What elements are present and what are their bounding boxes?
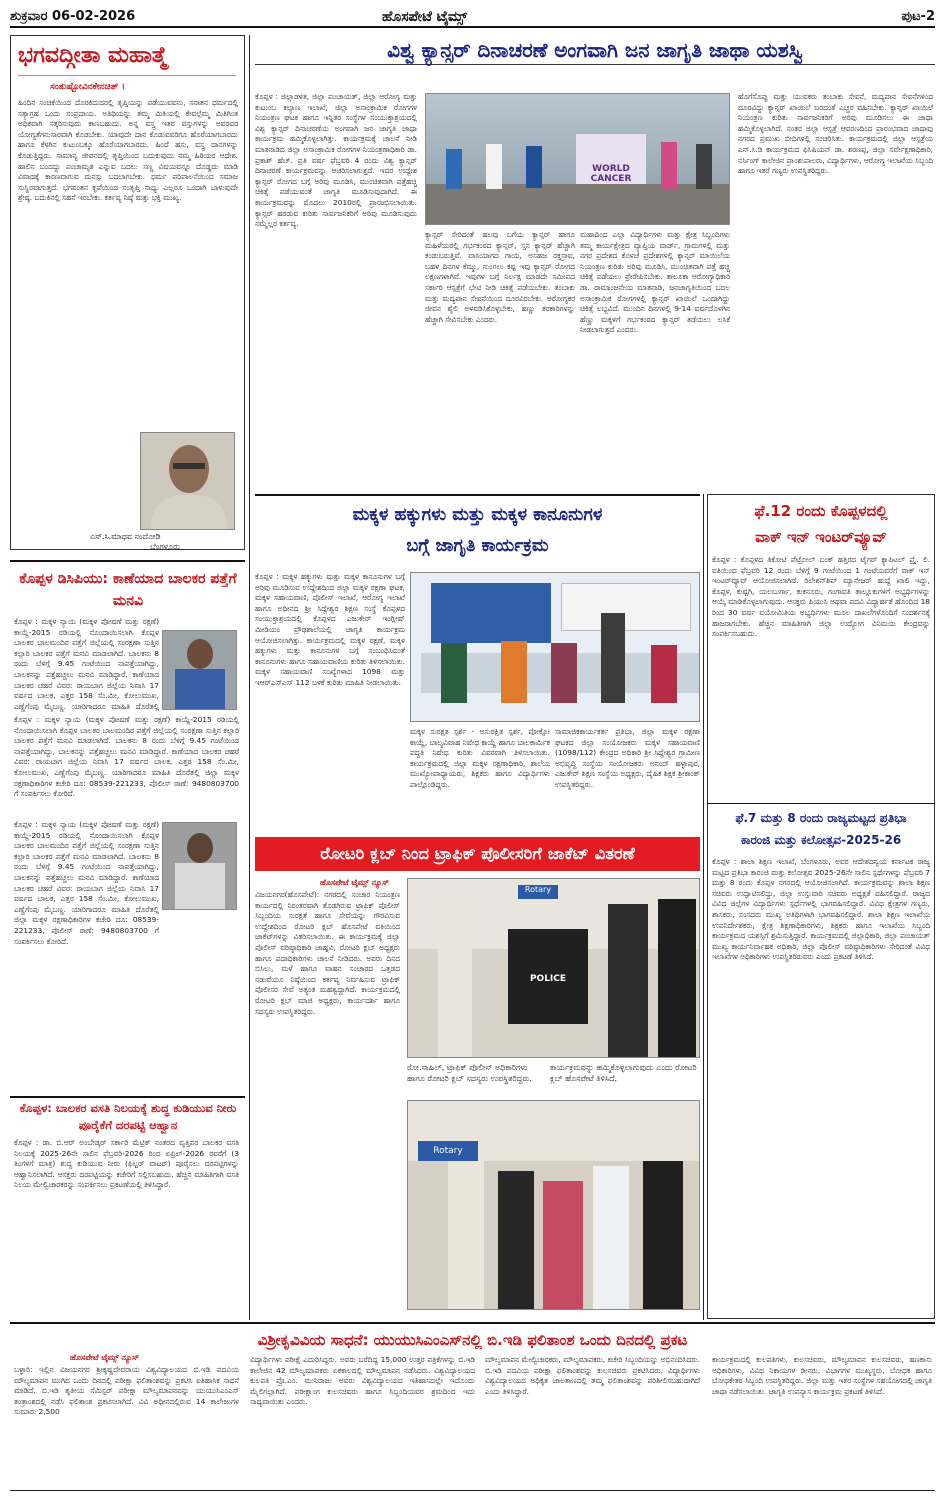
missing-boy-body-1: ಕೊಪ್ಪಳ : ಮಕ್ಕಳ ನ್ಯಾಯ (ಮಕ್ಕಳ ಪೋಷಣೆ ಮತ್ತು ರಕ್ಷಣೆ) ಕಾಯ್ದೆ-2015 ರಡಿಯಲ್ಲಿ ನೊಂದಾಯಿಸಲಾಗಿ ಕೊಪ್ಪಳ ಬಾಲಕರ ಬಾಲಮಂದಿರ ಪತ್ತೆಗೆ ಜಿಲ್ಲೆಯಲ್ಲಿ ಸಂರಕ್ಷಣಾ ಸುತ್ತಿನ ಕಲ್ಲಾರಿ ಬಾಲಕರ ಪತ್ತೆಗೆ ಮನವಿ ಮಾಡಲಾಗಿದೆ. ಬಾಲಕನು 8 ರಂದು ಬೆಳಿಗ್ಗೆ 9.45 ಗಂಟೆಯಿಂದ ನಾಪತ್ತೆಯಾಗಿದ್ದು, ಬಾಲಕನನ್ನು ಪತ್ತೆಹಚ್ಚಲು ಮನವಿ ಮಾಡಿದ್ದಾರೆ. ಕಾಣೆಯಾದ ಬಾಲಕರ ಚಹರೆ ವಿವರ: ರಾಯಬಾಗ ಜಿಲ್ಲೆಯ ನಿವಾಸಿ 17 ವರ್ಷದ ಬಾಲಕ, ಎತ್ತರ 158 ಸೆಂ.ಮೀ, ಕೋಲುಮುಖ, ಎಣ್ಣೆಗೆಂಪು ಮೈಬಣ್ಣ. ಯಾರಿಗಾದರೂ ಮಾಹಿತಿ ದೊರೆತಲ್ಲಿ xyxy=(14,617,159,711)
walkin-body: ಕೊಪ್ಪಳ : ಕೊಪ್ಪಳದ ತಿಕೋಟಿ ಪೆಟ್ರೋಲ್ ಬಂಕ್ ಹತ್ತಿರದ ಟೈಗರ್ ಕ್ಯಾಪಿಟಲ್ ಪ್ರೈ. ಲಿ. ವತಿಯಿಂದ ಫೆಬ್ರವರಿ 12 ರಂದು ಬೆಳಿಗ್ಗೆ 9 ಗಂಟೆಯಿಂದ 1 ಗಂಟೆಯವರೆಗೆ ವಾಕ್ ಇನ್ ಇಂಟರ್‌ವ್ಯೂವ್ ಆಯೋಜಿಸಲಾಗಿದೆ. ರಿಲೇಶನ್‌ಶಿಪ್ ಮ್ಯಾನೇಜರ್ ಹುದ್ದೆ ಖಾಲಿ ಇದ್ದು, ಕೊಪ್ಪಳ, ಕುಷ್ಟಗಿ, ಯಲಬುರ್ಗಾ, ಕುಕನೂರು, ಗಂಗಾವತಿ ತಾಲ್ಲೂಕುಗಳಿಗೆ ಅಭ್ಯರ್ಥಿಗಳನ್ನು ಆಯ್ಕೆ ಮಾಡಿಕೊಳ್ಳಲಾಗುವುದು. ಆಸಕ್ತರು ಪಿಯುಸಿ ಅಥವಾ ಪದವಿ ವಿದ್ಯಾರ್ಹತೆ ಹೊಂದಿದ 18 ರಿಂದ 30 ವರ್ಷ ವಯೋಮಿತಿಯ ಅಭ್ಯರ್ಥಿಗಳು ಮೂಲ ದಾಖಲೆಗಳೊಂದಿಗೆ ಸಂದರ್ಶನಕ್ಕೆ ಹಾಜರಾಗಬೇಕು. ಹೆಚ್ಚಿನ ಮಾಹಿತಿಗಾಗಿ ಜಿಲ್ಲಾ ಉದ್ಯೋಗ ವಿನಿಮಯ ಕೇಂದ್ರವನ್ನು ಸಂಪರ್ಕಿಸಬಹುದು. xyxy=(712,555,930,639)
rotary-photo-1 xyxy=(407,878,700,1058)
walkin-title xyxy=(710,498,932,550)
cancer-col-1: ಕೊಪ್ಪಳ : ಜಿಲ್ಲಾಡಳಿತ, ಜಿಲ್ಲಾ ಪಂಚಾಯತ್, ಜಿಲ್ಲಾ ಆರೋಗ್ಯ ಮತ್ತು ಕುಟುಂಬ ಕಲ್ಯಾಣ ಇಲಾಖೆ, ಜಿಲ್ಲಾ ಅಸಾಂಕ್ರಾಮಿಕ ರೋಗಗಳ ನಿಯಂತ್ರಣ ಘಟಕ ಹಾಗೂ ಇನ್ನಿತರ ಸಂಸ್ಥೆಗಳ ಸಂಯುಕ್ತಾಶ್ರಯದಲ್ಲಿ ವಿಶ್ವ ಕ್ಯಾನ್ಸರ್ ದಿನಾಚರಣೆಯ ಅಂಗವಾಗಿ ಜನ ಜಾಗೃತಿ ಜಾಥಾ ಕಾರ್ಯಕ್ರಮ ಹಮ್ಮಿಕೊಳ್ಳಲಾಗಿತ್ತು. ಕಾರ್ಯಕ್ರಮಕ್ಕೆ ಚಾಲನೆ ನೀಡಿ ಮಾತನಾಡಿದ ಜಿಲ್ಲಾ ಅಸಾಂಕ್ರಾಮಿಕ ರೋಗಗಳ ನಿಯಂತ್ರಣಾಧಿಕಾರಿ ಡಾ. ಪ್ರಕಾಶ್ ಹೆಚ್. ಪ್ರತಿ ವರ್ಷ ಫೆಬ್ರವರಿ 4 ರಂದು ವಿಶ್ವ ಕ್ಯಾನ್ಸರ್ ದಿನಾಚರಣೆ ಕಾರ್ಯಕ್ರಮವನ್ನು ಆಚರಿಸಲಾಗುತ್ತದೆ. ಇದರ ಉದ್ದೇಶ ಕ್ಯಾನ್ಸರ್ ರೋಗದ ಬಗ್ಗೆ ಅರಿವು ಮೂಡಿಸಿ, ಮುಂಚಿತವಾಗಿ ಪತ್ತೆಹಚ್ಚಿ ಚಿಕಿತ್ಸೆ ಪಡೆಯುವಂತೆ ಜಾಗೃತಿ ಮೂಡಿಸುವುದಾಗಿದೆ. ಈ ಕಾರ್ಯಕ್ರಮವನ್ನು ಮೊದಲು 2010ರಲ್ಲಿ ಪ್ರಾರಂಭಿಸಲಾಯಿತು. ಕ್ಯಾನ್ಸರ್ ಹರಡುವ ಕುರಿತು ಸಾರ್ವಜನಿಕರಿಗೆ ಅರಿವು ಮೂಡಿಸುವುದು ನಮ್ಮೆಲ್ಲರ ಕರ್ತವ್ಯ. xyxy=(255,92,417,229)
rotary-banner-2: Rotary xyxy=(418,1141,478,1161)
column-rule xyxy=(703,494,704,1320)
column-rule xyxy=(249,35,250,1320)
divider xyxy=(707,803,935,804)
missing-boy-photo-2 xyxy=(162,822,237,910)
rotary-byline: ಹೊಸಪೇಟೆ ಟೈಮ್ಸ್ ನ್ಯೂಸ್ xyxy=(320,878,389,887)
masthead xyxy=(10,6,935,28)
vskub-title: ವಿಶ್ರೀಕೃವಿವಿಯ ಸಾಧನೆ: ಯುಯುಸಿಎಂಎಸ್‌ನಲ್ಲಿ ಬಿ.ಇಡಿ ಫಲಿತಾಂಶ ಒಂದು ದಿನದಲ್ಲಿ ಪ್ರಕಟ xyxy=(257,1331,688,1349)
divider xyxy=(10,1322,935,1324)
cancer-col-2: ಕ್ಯಾನ್ಸರ್ ಸೇರಿದಂತೆ ಹಲವು ಬಗೆಯ ಕ್ಯಾನ್ಸರ್ ಹಾಗೂ ಮಹಿಳೆಯರಲ್ಲಿ ಗರ್ಭಕಂಠದ ಕ್ಯಾನ್ಸರ್, ಸ್ತನ ಕ್ಯಾನ್ಸರ್ ಹೆಚ್ಚಾಗಿ ಕಂಡುಬರುತ್ತಿವೆ. ವಾಸಿಯಾಗದ ಗಾಯ, ಅಸಹಜ ರಕ್ತಸ್ರಾವ, ಬಹಳ ದಿನಗಳ ಕೆಮ್ಮು, ನುಂಗಲು ಕಷ್ಟ ಇವು ಕ್ಯಾನ್ಸರ್ ರೋಗದ ಲಕ್ಷಣಗಳಾಗಿವೆ. ಇವುಗಳ ಬಗ್ಗೆ ನಿರ್ಲಕ್ಷ ಮಾಡದೇ ಸಮೀಪದ ಸರ್ಕಾರಿ ಆಸ್ಪತ್ರೆಗೆ ಭೇಟಿ ನೀಡಿ ಚಿಕಿತ್ಸೆ ಪಡೆಯಬೇಕು. ತಂಬಾಕು ಮತ್ತು ಮದ್ಯಪಾನ ಸೇವನೆಯಿಂದ ದೂರವಿರಬೇಕು. ಆರೋಗ್ಯಕರ ಜೀವನ ಶೈಲಿ ಅಳವಡಿಸಿಕೊಳ್ಳಬೇಕು, ಹಣ್ಣು ತರಕಾರಿಗಳನ್ನು ಹೆಚ್ಚಾಗಿ ಸೇವಿಸಬೇಕು ಎಂದರು. xyxy=(425,230,575,324)
cancer-photo xyxy=(425,93,730,225)
bhagavadgita-title: ಭಗವದ್ಗೀತಾ ಮಹಾತ್ಮೆ xyxy=(18,43,168,68)
rotary-banner: Rotary xyxy=(518,885,558,899)
missing-boy-body-2: ಕೊಪ್ಪಳ : ಮಕ್ಕಳ ನ್ಯಾಯ (ಮಕ್ಕಳ ಪೋಷಣೆ ಮತ್ತು ರಕ್ಷಣೆ) ಕಾಯ್ದೆ-2015 ರಡಿಯಲ್ಲಿ ನೊಂದಾಯಿಸಲಾಗಿ ಕೊಪ್ಪಳ ಬಾಲಕರ ಬಾಲಮಂದಿರ ಪತ್ತೆಗೆ ಜಿಲ್ಲೆಯಲ್ಲಿ ಸಂರಕ್ಷಣಾ ಸುತ್ತಿನ ಕಲ್ಲಾರಿ ಬಾಲಕರ ಪತ್ತೆಗೆ ಮನವಿ ಮಾಡಲಾಗಿದೆ. ಬಾಲಕನು 8 ರಂದು ಬೆಳಿಗ್ಗೆ 9.45 ಗಂಟೆಯಿಂದ ನಾಪತ್ತೆಯಾಗಿದ್ದು, ಬಾಲಕನನ್ನು ಪತ್ತೆಹಚ್ಚಲು ಮನವಿ ಮಾಡಿದ್ದಾರೆ. ಕಾಣೆಯಾದ ಬಾಲಕರ ಚಹರೆ ವಿವರ: ರಾಯಬಾಗ ಜಿಲ್ಲೆಯ ನಿವಾಸಿ 17 ವರ್ಷದ ಬಾಲಕ, ಎತ್ತರ 158 ಸೆಂ.ಮೀ, ಕೋಲುಮುಖ, ಎಣ್ಣೆಗೆಂಪು ಮೈಬಣ್ಣ. ಯಾರಿಗಾದರೂ ಮಾಹಿತಿ ದೊರೆತಲ್ಲಿ ಜಿಲ್ಲಾ ಮಕ್ಕಳ ರಕ್ಷಣಾಧಿಕಾರಿಗಳ ಕಚೇರಿ ದೂ: 08539-221233, ಪೊಲೀಸ್ ಠಾಣೆ: 9480803700 ಗೆ ಸಂಪರ್ಕಿಸಲು ಕೋರಿದೆ. xyxy=(14,715,239,799)
author-name: ಎಸ್.ಸಿ.ಮಾಧವ ನಂದೋಡಿ xyxy=(90,532,161,541)
vskub-col-2: ವಿದ್ಯಾರ್ಥಿಗಳು ಪರೀಕ್ಷೆ ಎದುರಿಸಿದ್ದರು. ಅವರು ಬರೆದಿದ್ದ 15,000 ಉತ್ತರ ಪತ್ರಿಕೆಗಳನ್ನು ಬಿ.ಇಡಿ ಕಾಲೇಜಿನ 42 ಮೌಲ್ಯಮಾಪಕರು ಏಕಕಾಲದಲ್ಲಿ ಮೌಲ್ಯಮಾಪನ ನಡೆಸಿದರು. ವಿಶ್ವವಿದ್ಯಾಲಯದ ಕುಲಪತಿ ಪ್ರೊ.ಎಂ. ಮುನಿರಾಜು ಅವರು ವಿಶ್ವವಿದ್ಯಾಲಯದ ಇತಿಹಾಸದಲ್ಲೇ ಇದೊಂದು ಮೈಲಿಗಲ್ಲಾಗಿದೆ. ಪರೀಕ್ಷಾಂಗ ಕುಲಸಚಿವರು ಹಾಗೂ ಸಿಬ್ಬಂದಿಯವರ ಶ್ರಮದಿಂದ ಇದು ಸಾಧ್ಯವಾಯಿತು ಎಂದರು. xyxy=(250,1355,475,1407)
photo-banner: WORLD CANCER xyxy=(576,134,646,184)
vskub-col-1: ಬಳ್ಳಾರಿ: ಇಲ್ಲಿನ ವಿಜಯನಗರ ಶ್ರೀಕೃಷ್ಣದೇವರಾಯ ವಿಶ್ವವಿದ್ಯಾಲಯದ ಬಿ.ಇಡಿ ಪದವಿಯ ಮೌಲ್ಯಮಾಪನ ಮುಗಿದ ಒಂದು ದಿನದಲ್ಲಿ ಪರೀಕ್ಷಾ ಫಲಿತಾಂಶವನ್ನು ಪ್ರಕಟಿಸಿ ಐತಿಹಾಸಿಕ ಸಾಧನೆ ಮಾಡಿದೆ. ಬಿ.ಇಡಿ ತೃತೀಯ ಸೆಮಿಸ್ಟರ್ ಪರೀಕ್ಷಾ ಮೌಲ್ಯಮಾಪನವನ್ನು ಯುಯುಸಿಎಂಎಸ್ ತಂತ್ರಾಂಶದಲ್ಲಿ ನಡೆಸಿ ಫಲಿತಾಂಶ ಪ್ರಕಟಿಸಲಾಗಿದೆ. ವಿವಿ ಅಧೀನದಲ್ಲಿರುವ 14 ಕಾಲೇಜುಗಳ ಸುಮಾರು 2,500 xyxy=(14,1365,239,1417)
vskub-byline: ಹೊಸಪೇಟೆ ಟೈಮ್ಸ್ ನ್ಯೂಸ್ xyxy=(70,1353,139,1362)
walkin-title-1: ಫೆ.12 ರಂದು ಕೊಪ್ಪಳದಲ್ಲಿ xyxy=(754,502,888,520)
cancer-title: ವಿಶ್ವ ಕ್ಯಾನ್ಸರ್ ದಿನಾಚರಣೆ ಅಂಗವಾಗಿ ಜನ ಜಾಗೃತಿ ಜಾಥಾ ಯಶಸ್ವಿ xyxy=(255,36,935,65)
bhagavadgita-byline: ಸಂತುಷ್ಟೋವಿನಕೇನಚಿತ್ । xyxy=(50,82,125,92)
rotary-photo-caption: ರೋ.ಸಾಹಿಲ್, ಟ್ರಾಫಿಕ್ ಪೊಲೀಸ್ ಅಧಿಕಾರಿಗಳು ಹಾಗೂ ರೋಟರಿ ಕ್ಲಬ್ ಸದಸ್ಯರು ಉಪಸ್ಥಿತರಿದ್ದರು. xyxy=(407,1063,532,1083)
pratibha-title-2: ಕಾರಂಜಿ ಮತ್ತು ಕಲೋತ್ಸವ-2025-26 xyxy=(740,833,902,847)
paper-name: ಹೊಸಪೇಟೆ ಟೈಮ್ಸ್ xyxy=(382,9,468,25)
title-divider xyxy=(18,75,236,76)
child-rights-title-2: ಬಗ್ಗೆ ಜಾಗೃತಿ ಕಾರ್ಯಕ್ರಮ xyxy=(406,536,549,556)
cancer-col-4: ಹೊಗೆಸೊಪ್ಪು ಮತ್ತು ಯುವಕರು ತಂಬಾಕು ಸೇವನೆ, ಮದ್ಯಪಾನ ಸೇವನೆಗಳಿಂದ ದೂರವಿದ್ದು ಕ್ಯಾನ್ಸರ್ ಖಾಯಿಲೆ ಬರದಂತೆ ಎಚ್ಚರ ವಹಿಸಬೇಕು. ಕ್ಯಾನ್ಸರ್ ಖಾಯಿಲೆ ನಿಯಂತ್ರಣ ಕುರಿತು ಸಾರ್ವಜನಿಕರಿಗೆ ಅರಿವು ಮೂಡಿಸಲು ಈ ಜಾಥಾ ಹಮ್ಮಿಕೊಳ್ಳಲಾಗಿದೆ. ನಂತರ ಜಿಲ್ಲಾ ಆಸ್ಪತ್ರೆ ಆವರಣದಿಂದ ಪ್ರಾರಂಭವಾದ ಜಾಥಾವು ನಗರದ ಪ್ರಮುಖ ಬೀದಿಗಳಲ್ಲಿ ಸಂಚರಿಸಿತು. ಕಾರ್ಯಕ್ರಮದಲ್ಲಿ ಜಿಲ್ಲಾ ಆಸ್ಪತ್ರೆಯ ಎನ್.ಸಿ.ಡಿ ಕಾರ್ಯಕ್ರಮದ ಫಿಸಿಷಿಯನ್ ಡಾ. ಶರಣಪ್ಪ, ಜಿಲ್ಲಾ ಸರ್ವೇಕ್ಷಣಾಧಿಕಾರಿ, ನರ್ಸಿಂಗ್ ಕಾಲೇಜಿನ ಪ್ರಾಂಶುಪಾಲರು, ವಿದ್ಯಾರ್ಥಿಗಳು, ಆರೋಗ್ಯ ಇಲಾಖೆಯ ಸಿಬ್ಬಂದಿ ಹಾಗೂ ಇತರೆ ಗಣ್ಯರು ಉಪಸ್ಥಿತರಿದ್ದರು. xyxy=(738,92,933,176)
hostel-title: ಕೊಪ್ಪಳ: ಬಾಲಕರ ವಸತಿ ನಿಲಯಕ್ಕೆ ಶುದ್ಧ ಕುಡಿಯುವ ನೀರು ಪೂರೈಕೆಗೆ ದರಪಟ್ಟಿ ಆಹ್ವಾನ xyxy=(19,1101,237,1132)
divider xyxy=(10,1096,245,1098)
rotary-title: ರೋಟರಿ ಕ್ಲಬ್ ನಿಂದ ಟ್ರಾಫಿಕ್ ಪೊಲೀಸರಿಗೆ ಜಾಕೆಟ್ ವಿತರಣೆ xyxy=(255,837,700,871)
bhagavadgita-body: ಹಿಂದಿನ ಸಂಚಿಕೆಯಿಂದ ದೊರಕಿದುದರಲ್ಲಿ ತೃಪ್ತಿಯನ್ನು ಪಡೆಯುವವನು, ಸನಾತನ ಧರ್ಮದಲ್ಲಿ ಸತ್ಯಾಗ್ರಹ ಒಂದು ಸಂಪ್ರದಾಯ. ಅತಿಥಿಯನ್ನು ತಮ್ಮ ಮಿತಿಯಲ್ಲಿ ಕೇವಲ್ಪೆಮ್ಮ ಮಿತಿಗಿಂತ ಅಧಿಕವಾಗಿ ಸತ್ಕರಿಸುವುದು ಕಾಣಬಹುದು. ಅನ್ನ ವಸ್ತ್ರ ಇತರ ವಸ್ತುಗಳನ್ನು ಅವರವರ ಯೋಗ್ಯತೆಗನುಸಾರವಾಗಿ ಕೊಡಬೇಕು. ಯಾವುದೇ ದಾನ ಕೊಡುವವರಿಗೂ ಹೊರೆಯಾಗಬಾರದು ಹಾಗೂ ಕೆಳಗಿನ ಕುಟುಂಬಕ್ಕೂ ಹೊರೆಯಾಗಬಾರದು. ಹಿಂದೆ ಹಸು, ವಸ್ತ್ರ ದಾನಗಳನ್ನು ಕೊಡುತ್ತಿದ್ದರು. ಸಾಮಾನ್ಯ ಜೀವನದಲ್ಲಿ ತೃಪ್ತಿಯಿಂದ ಬದುಕುವುದು ನಮ್ಮ ಹಿರಿಯರ ಆದೇಶ. ಹಾಲಿನ ಬಂದದ್ದು ಪಂಚಾಮೃತ ಎನ್ನುವ ಬದಲು ಸಣ್ಣ ವಿಷಯವನ್ನೂ ದೊಡ್ಡದು ಮಾಡಿ ವಿವಾದಕ್ಕೆ ಕಾರಣವಾಗುವ ಮನಸ್ಸು ಬದಲಾಗಬೇಕು. ಧರ್ಮ ಪರಿಪಾಲನೆಯಿಂದ ಸಮಾಜ ಸುಸ್ಥಿರವಾಗುತ್ತದೆ. ಭಗವಂತನ ಕೃಪೆಯಿಂದ ಸಂತೃಪ್ತಿ ಸಾಧ್ಯ. ಎಲ್ಲರೂ ಒಂದಾಗಿ ಬಾಳುವುದೇ ಶ್ರೇಷ್ಠ. ಬದುಕಿನಲ್ಲಿ ಸಹನೆ ಇರಬೇಕು. ಕರ್ತವ್ಯ ನಿಷ್ಠೆ ಮತ್ತು ಭಕ್ತಿ ಮುಖ್ಯ. xyxy=(18,98,238,203)
missing-boy-body-3: ಕೊಪ್ಪಳ : ಮಕ್ಕಳ ನ್ಯಾಯ (ಮಕ್ಕಳ ಪೋಷಣೆ ಮತ್ತು ರಕ್ಷಣೆ) ಕಾಯ್ದೆ-2015 ರಡಿಯಲ್ಲಿ ನೊಂದಾಯಿಸಲಾಗಿ ಕೊಪ್ಪಳ ಬಾಲಕರ ಬಾಲಮಂದಿರ ಪತ್ತೆಗೆ ಜಿಲ್ಲೆಯಲ್ಲಿ ಸಂರಕ್ಷಣಾ ಸುತ್ತಿನ ಕಲ್ಲಾರಿ ಬಾಲಕರ ಪತ್ತೆಗೆ ಮನವಿ ಮಾಡಲಾಗಿದೆ. ಬಾಲಕನು 8 ರಂದು ಬೆಳಿಗ್ಗೆ 9.45 ಗಂಟೆಯಿಂದ ನಾಪತ್ತೆಯಾಗಿದ್ದು, ಬಾಲಕನನ್ನು ಪತ್ತೆಹಚ್ಚಲು ಮನವಿ ಮಾಡಿದ್ದಾರೆ. ಕಾಣೆಯಾದ ಬಾಲಕರ ಚಹರೆ ವಿವರ: ರಾಯಬಾಗ ಜಿಲ್ಲೆಯ ನಿವಾಸಿ 17 ವರ್ಷದ ಬಾಲಕ, ಎತ್ತರ 158 ಸೆಂ.ಮೀ, ಕೋಲುಮುಖ, ಎಣ್ಣೆಗೆಂಪು ಮೈಬಣ್ಣ. ಯಾರಿಗಾದರೂ ಮಾಹಿತಿ ದೊರೆತಲ್ಲಿ ಜಿಲ್ಲಾ ಮಕ್ಕಳ ರಕ್ಷಣಾಧಿಕಾರಿಗಳ ಕಚೇರಿ ದೂ: 08539-221233, ಪೊಲೀಸ್ ಠಾಣೆ: 9480803700 ಗೆ ಸಂಪರ್ಕಿಸಲು ಕೋರಿದೆ. xyxy=(14,820,159,946)
issue-date: ಶುಕ್ರವಾರ 06-02-2026 xyxy=(10,9,136,24)
page-footer-rule xyxy=(10,1490,935,1491)
vskub-col-4: ಕಾರ್ಯಕ್ರಮದಲ್ಲಿ ಕುಲಪತಿಗಳು, ಕುಲಸಚಿವರು, ಮೌಲ್ಯಮಾಪನ ಕುಲಸಚಿವರು, ಹಣಕಾಸು ಅಧಿಕಾರಿಗಳು, ವಿವಿಧ ನಿಕಾಯಗಳ ಡೀನರು, ವಿಭಾಗಗಳ ಮುಖ್ಯಸ್ಥರು, ಬೋಧಕ ಹಾಗೂ ಬೋಧಕೇತರ ಸಿಬ್ಬಂದಿ ಉಪಸ್ಥಿತರಿದ್ದರು. ಜಿಲ್ಲಾ ಮತ್ತು ಇತರ ಸಂಸ್ಥೆಗಳ ಸಹಯೋಗದಲ್ಲಿ ಜಾಗೃತಿ ಜಾಥಾ ನಡೆಸಲಾಯಿತು. ಜಾಗೃತಿ ಉಪನ್ಯಾಸ ಕಾರ್ಯಕ್ರಮ ಪ್ರಕಟಣೆ ತಿಳಿಸಿದೆ. xyxy=(712,1355,932,1396)
rotary-col-2: ಕಾರ್ಯಕ್ರಮವನ್ನು ಹಮ್ಮಿಕೊಳ್ಳಲಾಗುವುದು ಎಂದು ರೋಟರಿ ಕ್ಲಬ್ ಹೊಸಪೇಟೆ ತಿಳಿಸಿದೆ. xyxy=(550,1063,697,1083)
child-rights-col-2: ಮಕ್ಕಳ ಸುರಕ್ಷತ ಸ್ಪರ್ಶ - ಅಸುರಕ್ಷಿತ ಸ್ಪರ್ಶ, ಪೋಕ್ಸೋ ಕಾಯ್ದೆ, ಬಾಲ್ಯವಿವಾಹ ನಿಷೇಧ ಕಾಯ್ದೆ ಹಾಗೂ ಬಾಲಕಾರ್ಮಿಕ ಪದ್ಧತಿ ನಿಷೇಧ ಕುರಿತು ವಿವರವಾಗಿ ತಿಳಿಸಲಾಯಿತು. ಕಾರ್ಯಕ್ರಮದಲ್ಲಿ ಜಿಲ್ಲಾ ಮಕ್ಕಳ ರಕ್ಷಣಾಧಿಕಾರಿ, ಶಾಲೆಯ ಮುಖ್ಯೋಪಾಧ್ಯಾಯರು, ಶಿಕ್ಷಕರು ಹಾಗೂ ವಿದ್ಯಾರ್ಥಿಗಳು ಪಾಲ್ಗೊಂಡಿದ್ದರು. xyxy=(410,727,550,789)
rotary-photo-2 xyxy=(407,1100,700,1310)
child-rights-title-1: ಮಕ್ಕಳ ಹಕ್ಕುಗಳು ಮತ್ತು ಮಕ್ಕಳ ಕಾನೂನುಗಳ xyxy=(352,505,603,525)
divider xyxy=(10,560,245,562)
page-number: ಪುಟ-2 xyxy=(901,9,935,24)
author-photo xyxy=(140,432,235,530)
author-place: ಬೆಂಗಳೂರು xyxy=(150,542,180,551)
missing-boy-title: ಕೊಪ್ಪಳ ಡಿಸಿಪಿಯು: ಕಾಣೆಯಾದ ಬಾಲಕರ ಪತ್ತೆಗೆ ಮನವಿ xyxy=(19,571,237,609)
hostel-body: ಕೊಪ್ಪಳ : ಡಾ. ಬಿ.ಆರ್ ಅಂಬೇಡ್ಕರ್ ಸರ್ಕಾರಿ ಮೆಟ್ರಿಕ್ ನಂತರದ ವೃತ್ತಿಪರ ಬಾಲಕರ ವಸತಿ ನಿಲಯಕ್ಕೆ 2025-26ನೇ ಸಾಲಿನ ಫೆಬ್ರವರಿ-2026 ರಿಂದ ಏಪ್ರಿಲ್-2026 ರವರೆಗೆ (3 ತಿಂಗಳಿಗೆ ಮಾತ್ರ) ಶುದ್ಧ ಕುಡಿಯುವ ನೀರು (ಫಿಲ್ಟರ್ ವಾಟರ್) ಪೂರೈಸಲು ದರಪಟ್ಟಿಗಳನ್ನು ಆಹ್ವಾನಿಸಲಾಗಿದೆ. ಆಸಕ್ತರು ದರಪಟ್ಟಿಯನ್ನು ಕಚೇರಿಗೆ ಸಲ್ಲಿಸಬಹುದು. ಹೆಚ್ಚಿನ ಮಾಹಿತಿಗಾಗಿ ವಸತಿ ನಿಲಯ ಮೇಲ್ವಿಚಾರಕರನ್ನು ಸಂಪರ್ಕಿಸಲು ಪ್ರಕಟಣೆಯಲ್ಲಿ ತಿಳಿಸಿದ್ದಾರೆ. xyxy=(14,1138,239,1190)
cancer-col-3: ಮಹಾದಿಂದ ಎಲ್ಲಾ ವಿದ್ಯಾರ್ಥಿಗಳು ಮತ್ತು ಕ್ಷೇತ್ರ ಸಿಬ್ಬಂದಿಗಳು ತಮ್ಮ ಕಾರ್ಯಕ್ಷೇತ್ರದ ವ್ಯಾಪ್ತಿಯ ವಾರ್ಡ್, ಗ್ರಾಮಗಳಲ್ಲಿ ಮತ್ತು ನಗರ ಪ್ರದೇಶದ ಕೊಳಚೆ ಪ್ರದೇಶಗಳಲ್ಲಿ ಕ್ಯಾನ್ಸರ್ ಮಾಯಿಲೆಯ ನಿಯಂತ್ರಣ ಕುರಿತು ಅರಿವು ಮೂಡಿಸಿ, ಮುಂಚಿತವಾಗಿ ಪತ್ತೆ ಹಚ್ಚಿ ಚಿಕಿತ್ಸೆ ಪಡೆಯಲು ಪ್ರೇರೇಪಿಸಬೇಕು. ತಾಲೂಕಾ ಆರೋಗ್ಯಾಧಿಕಾರಿ ಡಾ. ರಾಮಾಂಜನೇಯ ಮಾತನಾಡಿ, ಜನಜಾಗೃತಿಯಿಂದ ಬದಲ ಅಸಾಂಕ್ರಾಮಿಕ ರೋಗಗಳಲ್ಲಿ ಕ್ಯಾನ್ಸರ್ ಖಾಯಿಲೆ ಒಂದಾಗಿದ್ದು ಚಿಕಿತ್ಸೆ ಲಭ್ಯವಿದೆ. ಮುಂದಿನ ದಿನಗಳಲ್ಲಿ 9-14 ವರ್ಷದೊಳಗಿನ ಹೆಣ್ಣು ಮಕ್ಕಳಿಗೆ ಗರ್ಭಕಂಠದ ಕ್ಯಾನ್ಸರ್ ತಡೆಯಲು ಲಸಿಕೆ ನೀಡಲಾಗುತ್ತದೆ ಎಂದರು. xyxy=(580,230,730,335)
child-rights-col-3: ಸಾಮಾಜಿಕಕಾರ್ಯಕರ್ತ ಪ್ರತಿಭಾ, ಜಿಲ್ಲಾ ಮಕ್ಕಳ ರಕ್ಷಣಾ ಘಟಕದ ಜಿಲ್ಲಾ ಸಂಯೋಜಕರು ಮಕ್ಕಳ ಸಹಾಯವಾಣಿ (1098/112) ಕೇಂದ್ರದ ಅಧಿಕಾರಿ ಶ್ರೀ ಸಿದ್ದೇಶ್ವರ ಗ್ರಾಮೀಣ ಅಭಿವೃದ್ಧಿ ಸಂಸ್ಥೆಯ ಸಂಯೋಜಕರು ಅನಂದ್ ಹಳ್ಳಾಪುರ, ಎಜುಕೇರ್ ಶಿಕ್ಷಣ ಸಂಸ್ಥೆಯ ಅಧ್ಯಕ್ಷರು, ದೈಹಿಕ ಶಿಕ್ಷಕ ಶ್ರೀಕಾಂತ್ ಉಪಸ್ಥಿತರಿದ್ದರು. xyxy=(555,727,700,789)
pratibha-title xyxy=(710,807,932,851)
police-jacket: POLICE xyxy=(508,929,588,1024)
missing-boy-photo-1 xyxy=(162,630,237,710)
child-rights-photo xyxy=(410,572,700,722)
divider xyxy=(255,494,700,496)
vskub-col-3: ಮೌಲ್ಯಮಾಪನ ಮೇಲ್ವಿಚಾರಕರು, ಮೌಲ್ಯಮಾಪಕರು, ಕಚೇರಿ ಸಿಬ್ಬಂದಿಯನ್ನು ಅಭಿನಂದಿಸಿದರು. ಬಿ.ಇಡಿ ಪದವಿಯ ಪರೀಕ್ಷಾ ಫಲಿತಾಂಶವನ್ನು ಕುಲಸಚಿವರು ಪ್ರಕಟಿಸಿದರು. ವಿದ್ಯಾರ್ಥಿಗಳು ವಿಶ್ವವಿದ್ಯಾಲಯದ ಅಧಿಕೃತ ಜಾಲತಾಣದಲ್ಲಿ ತಮ್ಮ ಫಲಿತಾಂಶವನ್ನು ಪರಿಶೀಲಿಸಬಹುದಾಗಿದೆ ಎಂದು ತಿಳಿಸಿದ್ದಾರೆ. xyxy=(485,1355,700,1396)
child-rights-col-1: ಕೊಪ್ಪಳ : ಮಕ್ಕಳ ಹಕ್ಕುಗಳು ಮತ್ತು ಮಕ್ಕಳ ಕಾನೂನುಗಳ ಬಗ್ಗೆ ಅರಿವು ಮೂಡಿಸುವ ಉದ್ದೇಶದಿಂದ ಜಿಲ್ಲಾ ಮಕ್ಕಳ ರಕ್ಷಣಾ ಘಟಕ, ಮಕ್ಕಳ ಸಹಾಯವಾಣಿ, ಪೊಲೀಸ್ ಇಲಾಖೆ, ಆರೋಗ್ಯ ಇಲಾಖೆ ಹಾಗೂ ಅಧೀನದ ಶ್ರೀ ಸಿದ್ದೇಶ್ವರ ಶಿಕ್ಷಣ ಸಂಸ್ಥೆ ಕೊಪ್ಪಳದ ಸಂಯುಕ್ತಾಶ್ರಯದಲ್ಲಿ ಕೊಪ್ಪಳದ ಎಜುಕೇರ್ ಇಂಗ್ಲೀಷ್ ಮೀಡಿಯಂ ಪ್ರೌಢಶಾಲೆಯಲ್ಲಿ ಜಾಗೃತಿ ಕಾರ್ಯಕ್ರಮ ಆಯೋಜಿಸಲಾಗಿತ್ತು. ಕಾರ್ಯಕ್ರಮದಲ್ಲಿ ಮಕ್ಕಳ ರಕ್ಷಣೆ, ಮಕ್ಕಳ ಹಕ್ಕುಗಳು ಮತ್ತು ಕಾನೂನುಗಳ ಬಗ್ಗೆ ಸಂಬಂಧಿಸಿದಂತೆ ಕಾನೂನುಗಳು ಹಾಗೂ ಸಹಾಯವಾಣಿಯ ಕುರಿತು ತಿಳಿಸಲಾಯಿತು. ಮಕ್ಕಳ ಸಹಾಯವಾಣಿ ಸಂಖ್ಯೆಗಳಾದ 1098 ಮತ್ತು ಇಆರ್‌ಎಸ್‌ಎಸ್ 112 ಬಳಕೆ ಕುರಿತು ಮಾಹಿತಿ ನೀಡಲಾಯಿತು. xyxy=(255,572,405,687)
pratibha-body: ಕೊಪ್ಪಳ : ಶಾಲಾ ಶಿಕ್ಷಣ ಇಲಾಖೆ, ಬೆಂಗಳೂರು, ಅವರ ಆದೇಶದನ್ವಯ ಕರ್ನಾಟಕ ರಾಜ್ಯ ಮಟ್ಟದ ಪ್ರತಿಭಾ ಕಾರಂಜಿ ಮತ್ತು ಕಲೋತ್ಸವ 2025-26ನೇ ಸಾಲಿನ ಸ್ಪರ್ಧೆಗಳನ್ನು ಫೆಬ್ರವರಿ 7 ಮತ್ತು 8 ರಂದು ಕೊಪ್ಪಳ ನಗರದಲ್ಲಿ ಆಯೋಜಿಸಲಾಗಿದೆ. ಕಾರ್ಯಕ್ರಮವನ್ನು ಶಾಲಾ ಶಿಕ್ಷಣ ಸಚಿವರು ಉದ್ಘಾಟಿಸಲಿದ್ದು, ಜಿಲ್ಲಾ ಉಸ್ತುವಾರಿ ಸಚಿವರು ಅಧ್ಯಕ್ಷತೆ ವಹಿಸಲಿದ್ದಾರೆ. ರಾಜ್ಯದ ವಿವಿಧ ಜಿಲ್ಲೆಗಳ ವಿದ್ಯಾರ್ಥಿಗಳು ಸ್ಪರ್ಧೆಗಳಲ್ಲಿ ಭಾಗವಹಿಸಲಿದ್ದಾರೆ. ವಿವಿಧ ಕ್ಷೇತ್ರಗಳ ಗಣ್ಯರು, ಶಾಸಕರು, ಸಂಸದರು ಮುಖ್ಯ ಅತಿಥಿಗಳಾಗಿ ಭಾಗವಹಿಸಲಿದ್ದಾರೆ. ಶಾಲಾ ಶಿಕ್ಷಣ ಇಲಾಖೆಯ ಉಪನಿರ್ದೇಶಕರು, ಕ್ಷೇತ್ರ ಶಿಕ್ಷಣಾಧಿಕಾರಿಗಳು, ಶಿಕ್ಷಕರು ಹಾಗೂ ಇಲಾಖೆಯ ಸಿಬ್ಬಂದಿ ಕಾರ್ಯಕ್ರಮದ ಯಶಸ್ಸಿಗೆ ಶ್ರಮಿಸುತ್ತಿದ್ದಾರೆ. ಕಾರ್ಯಕ್ರಮದಲ್ಲಿ ಜಿಲ್ಲಾಧಿಕಾರಿ, ಜಿಲ್ಲಾ ಪಂಚಾಯತ್ ಮುಖ್ಯ ಕಾರ್ಯನಿರ್ವಾಹಕ ಅಧಿಕಾರಿ, ಜಿಲ್ಲಾ ಪೊಲೀಸ್ ವರಿಷ್ಠಾಧಿಕಾರಿಗಳು ಸೇರಿದಂತೆ ವಿವಿಧ ಇಲಾಖೆಗಳ ಅಧಿಕಾರಿಗಳು ಉಪಸ್ಥಿತರಿರುವರು ಎಂದು ಪ್ರಕಟಣೆ ತಿಳಿಸಿದೆ. xyxy=(712,857,930,962)
rotary-body: ವಿಜಯನಗರ(ಹೊಸಪೇಟೆ): ನಗರದಲ್ಲಿ ಸಂಚಾರ ನಿಯಂತ್ರಣ ಕಾರ್ಯದಲ್ಲಿ ನಿರಂತರವಾಗಿ ತೊಡಗಿರುವ ಟ್ರಾಫಿಕ್ ಪೊಲೀಸ್ ಸಿಬ್ಬಂದಿಯ ಸುರಕ್ಷತೆ ಹಾಗೂ ಸೇವೆಯನ್ನು ಗೌರವಿಸುವ ಉದ್ದೇಶದಿಂದ ರೋಟರಿ ಕ್ಲಬ್ ಹೊಸಪೇಟೆ ವತಿಯಿಂದ ಜಾಕೆಟ್‌ಗಳನ್ನು ವಿತರಿಸಲಾಯಿತು. ಈ ಕಾರ್ಯಕ್ರಮಕ್ಕೆ ಜಿಲ್ಲಾ ಪೊಲೀಸ್ ವರಿಷ್ಠಾಧಿಕಾರಿ ಜಾಹ್ನವಿ, ರೋಟರಿ ಕ್ಲಬ್ ಅಧ್ಯಕ್ಷರು ಹಾಗೂ ಪದಾಧಿಕಾರಿಗಳು ಚಾಲನೆ ನೀಡಿದರು. ಅವರು ದಿನದ ಬಿಸಿಲು, ಮಳೆ ಹಾಗೂ ವಾಹನ ಸಂಚಾರದ ಒತ್ತಡದ ನಡುವೆಯೂ ನಿಷ್ಠೆಯಿಂದ ಕರ್ತವ್ಯ ನಿರ್ವಹಿಸುವ ಟ್ರಾಫಿಕ್ ಪೊಲೀಸರ ಸೇವೆ ಅತ್ಯಂತ ಮಹತ್ವದ್ದಾಗಿದೆ. ಕಾರ್ಯಕ್ರಮದಲ್ಲಿ ರೋಟರಿ ಕ್ಲಬ್ ಮಾಜಿ ಅಧ್ಯಕ್ಷರು, ಕಾರ್ಯದರ್ಶಿ ಹಾಗೂ ಸದಸ್ಯರು ಉಪಸ್ಥಿತರಿದ್ದರು. xyxy=(255,890,400,1016)
child-rights-title xyxy=(255,500,700,562)
pratibha-title-1: ಫೆ.7 ಮತ್ತು 8 ರಂದು ರಾಜ್ಯಮಟ್ಟದ ಪ್ರತಿಭಾ xyxy=(735,811,907,825)
walkin-title-2: ವಾಕ್ ಇನ್ ಇಂಟರ್‌ವ್ಯೂವ್ xyxy=(755,528,887,546)
